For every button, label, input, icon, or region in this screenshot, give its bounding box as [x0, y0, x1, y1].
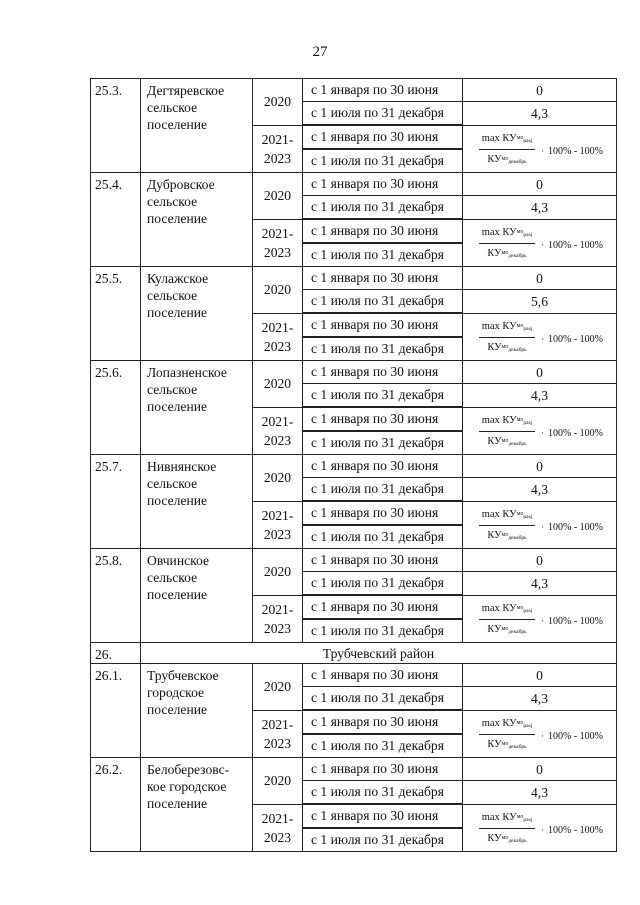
- value-first-half: 0: [463, 549, 617, 572]
- formula: [463, 127, 616, 171]
- settlement-row: [91, 173, 617, 196]
- formula-numerator: $\max КУ^{мо}_{раsj}$: [479, 811, 535, 829]
- period-first-half: с 1 января по 30 июня: [303, 79, 463, 102]
- value-second-half: 4,3: [463, 384, 617, 408]
- value-second-half: 5,6: [463, 290, 617, 314]
- period-first-half: с 1 января по 30 июня: [303, 267, 463, 290]
- years-2021-2023: 2021- 2023: [253, 407, 303, 455]
- formula-tail: · 100% - 100%: [541, 145, 603, 157]
- row-number: 25.7.: [91, 455, 141, 549]
- row-number: 25.4.: [91, 173, 141, 267]
- growth-formula: [463, 710, 617, 758]
- period-second-half: с 1 июля по 31 декабря: [303, 828, 463, 852]
- formula: [463, 221, 616, 265]
- settlement-name: Нивнянское сельское поселение: [141, 455, 253, 549]
- period-first-half: с 1 января по 30 июня: [303, 549, 463, 572]
- formula-fraction: [479, 414, 535, 451]
- period-first-half: с 1 января по 30 июня: [303, 804, 463, 828]
- formula-tail: · 100% - 100%: [541, 615, 603, 627]
- period-second-half: с 1 июля по 31 декабря: [303, 243, 463, 267]
- formula-fraction: [479, 811, 535, 848]
- region-row: [91, 643, 617, 664]
- year-2020: 2020: [253, 758, 303, 805]
- formula-tail: · 100% - 100%: [541, 427, 603, 439]
- formula-fraction: [479, 508, 535, 545]
- value-second-half: 4,3: [463, 478, 617, 502]
- period-first-half: с 1 января по 30 июня: [303, 361, 463, 384]
- growth-formula: [463, 313, 617, 361]
- period-first-half: с 1 января по 30 июня: [303, 407, 463, 431]
- settlement-row: [91, 664, 617, 687]
- formula-denominator: $КУ^{мо}_{декабрь}$: [487, 738, 527, 750]
- years-2021-2023: 2021- 2023: [253, 313, 303, 361]
- formula: [463, 315, 616, 359]
- value-first-half: 0: [463, 173, 617, 196]
- period-second-half: с 1 июля по 31 декабря: [303, 734, 463, 758]
- year-2020: 2020: [253, 664, 303, 711]
- formula-numerator: $\max КУ^{мо}_{раsj}$: [479, 226, 535, 244]
- period-first-half: с 1 января по 30 июня: [303, 595, 463, 619]
- value-first-half: 0: [463, 361, 617, 384]
- period-second-half: с 1 июля по 31 декабря: [303, 781, 463, 805]
- tariff-table: [90, 78, 617, 852]
- value-second-half: 4,3: [463, 687, 617, 711]
- settlement-name: Лопазненское сельское поселение: [141, 361, 253, 455]
- period-first-half: с 1 января по 30 июня: [303, 664, 463, 687]
- period-second-half: с 1 июля по 31 декабря: [303, 478, 463, 502]
- period-second-half: с 1 июля по 31 декабря: [303, 290, 463, 314]
- period-first-half: с 1 января по 30 июня: [303, 501, 463, 525]
- years-2021-2023: 2021- 2023: [253, 219, 303, 267]
- period-first-half: с 1 января по 30 июня: [303, 710, 463, 734]
- settlement-row: [91, 758, 617, 781]
- period-second-half: с 1 июля по 31 декабря: [303, 619, 463, 643]
- settlement-name: Дубровское сельское поселение: [141, 173, 253, 267]
- settlement-row: [91, 267, 617, 290]
- year-2020: 2020: [253, 455, 303, 502]
- settlement-name: Белоберезовс- кое городское поселение: [141, 758, 253, 852]
- formula-denominator: $КУ^{мо}_{декабрь}$: [487, 623, 527, 635]
- years-2021-2023: 2021- 2023: [253, 710, 303, 758]
- formula-fraction: [479, 320, 535, 357]
- settlement-name: Кулажское сельское поселение: [141, 267, 253, 361]
- years-2021-2023: 2021- 2023: [253, 595, 303, 643]
- page-number: 27: [312, 44, 328, 60]
- year-2020: 2020: [253, 79, 303, 126]
- region-number: 26.: [91, 643, 141, 664]
- formula-fraction: [479, 226, 535, 263]
- row-number: 25.3.: [91, 79, 141, 173]
- formula-denominator: $КУ^{мо}_{декабрь}$: [487, 341, 527, 353]
- formula-numerator: $\max КУ^{мо}_{раsj}$: [479, 717, 535, 735]
- settlement-row: [91, 79, 617, 102]
- formula: [463, 597, 616, 641]
- region-name: Трубчевский район: [141, 643, 617, 664]
- period-first-half: с 1 января по 30 июня: [303, 758, 463, 781]
- year-2020: 2020: [253, 361, 303, 408]
- year-2020: 2020: [253, 267, 303, 314]
- formula-numerator: $\max КУ^{мо}_{раsj}$: [479, 508, 535, 526]
- period-second-half: с 1 июля по 31 декабря: [303, 572, 463, 596]
- formula-fraction: [479, 602, 535, 639]
- value-second-half: 4,3: [463, 781, 617, 805]
- row-number: 26.2.: [91, 758, 141, 852]
- formula-denominator: $КУ^{мо}_{декабрь}$: [487, 153, 527, 165]
- years-2021-2023: 2021- 2023: [253, 804, 303, 852]
- period-second-half: с 1 июля по 31 декабря: [303, 384, 463, 408]
- formula-denominator: $КУ^{мо}_{декабрь}$: [487, 435, 527, 447]
- formula: [463, 409, 616, 453]
- formula-numerator: $\max КУ^{мо}_{раsj}$: [479, 132, 535, 150]
- tariff-table-body: [91, 79, 617, 852]
- formula-tail: · 100% - 100%: [541, 239, 603, 251]
- settlement-name: Трубчевское городское поселение: [141, 664, 253, 758]
- formula-tail: · 100% - 100%: [541, 333, 603, 345]
- row-number: 25.8.: [91, 549, 141, 643]
- growth-formula: [463, 219, 617, 267]
- formula-fraction: [479, 132, 535, 169]
- year-2020: 2020: [253, 549, 303, 596]
- years-2021-2023: 2021- 2023: [253, 501, 303, 549]
- value-first-half: 0: [463, 455, 617, 478]
- settlement-name: Овчинское сельское поселение: [141, 549, 253, 643]
- value-second-half: 4,3: [463, 196, 617, 220]
- formula: [463, 712, 616, 756]
- period-second-half: с 1 июля по 31 декабря: [303, 196, 463, 220]
- period-first-half: с 1 января по 30 июня: [303, 173, 463, 196]
- growth-formula: [463, 595, 617, 643]
- period-second-half: с 1 июля по 31 декабря: [303, 525, 463, 549]
- formula-numerator: $\max КУ^{мо}_{раsj}$: [479, 414, 535, 432]
- formula-denominator: $КУ^{мо}_{декабрь}$: [487, 247, 527, 259]
- value-first-half: 0: [463, 664, 617, 687]
- growth-formula: [463, 501, 617, 549]
- period-first-half: с 1 января по 30 июня: [303, 313, 463, 337]
- growth-formula: [463, 407, 617, 455]
- value-second-half: 4,3: [463, 102, 617, 126]
- row-number: 26.1.: [91, 664, 141, 758]
- growth-formula: [463, 804, 617, 852]
- period-second-half: с 1 июля по 31 декабря: [303, 431, 463, 455]
- value-first-half: 0: [463, 758, 617, 781]
- formula-tail: · 100% - 100%: [541, 730, 603, 742]
- formula-numerator: $\max КУ^{мо}_{раsj}$: [479, 602, 535, 620]
- row-number: 25.6.: [91, 361, 141, 455]
- year-2020: 2020: [253, 173, 303, 220]
- period-first-half: с 1 января по 30 июня: [303, 455, 463, 478]
- growth-formula: [463, 125, 617, 173]
- formula-denominator: $КУ^{мо}_{декабрь}$: [487, 832, 527, 844]
- period-second-half: с 1 июля по 31 декабря: [303, 337, 463, 361]
- settlement-row: [91, 549, 617, 572]
- period-second-half: с 1 июля по 31 декабря: [303, 102, 463, 126]
- formula-tail: · 100% - 100%: [541, 824, 603, 836]
- settlement-row: [91, 455, 617, 478]
- settlement-name: Дегтяревское сельское поселение: [141, 79, 253, 173]
- value-second-half: 4,3: [463, 572, 617, 596]
- period-first-half: с 1 января по 30 июня: [303, 125, 463, 149]
- years-2021-2023: 2021- 2023: [253, 125, 303, 173]
- settlement-row: [91, 361, 617, 384]
- formula-numerator: $\max КУ^{мо}_{раsj}$: [479, 320, 535, 338]
- formula: [463, 806, 616, 850]
- formula-tail: · 100% - 100%: [541, 521, 603, 533]
- period-first-half: с 1 января по 30 июня: [303, 219, 463, 243]
- value-first-half: 0: [463, 267, 617, 290]
- formula: [463, 503, 616, 547]
- period-second-half: с 1 июля по 31 декабря: [303, 149, 463, 173]
- formula-denominator: $КУ^{мо}_{декабрь}$: [487, 529, 527, 541]
- row-number: 25.5.: [91, 267, 141, 361]
- formula-fraction: [479, 717, 535, 754]
- period-second-half: с 1 июля по 31 декабря: [303, 687, 463, 711]
- value-first-half: 0: [463, 79, 617, 102]
